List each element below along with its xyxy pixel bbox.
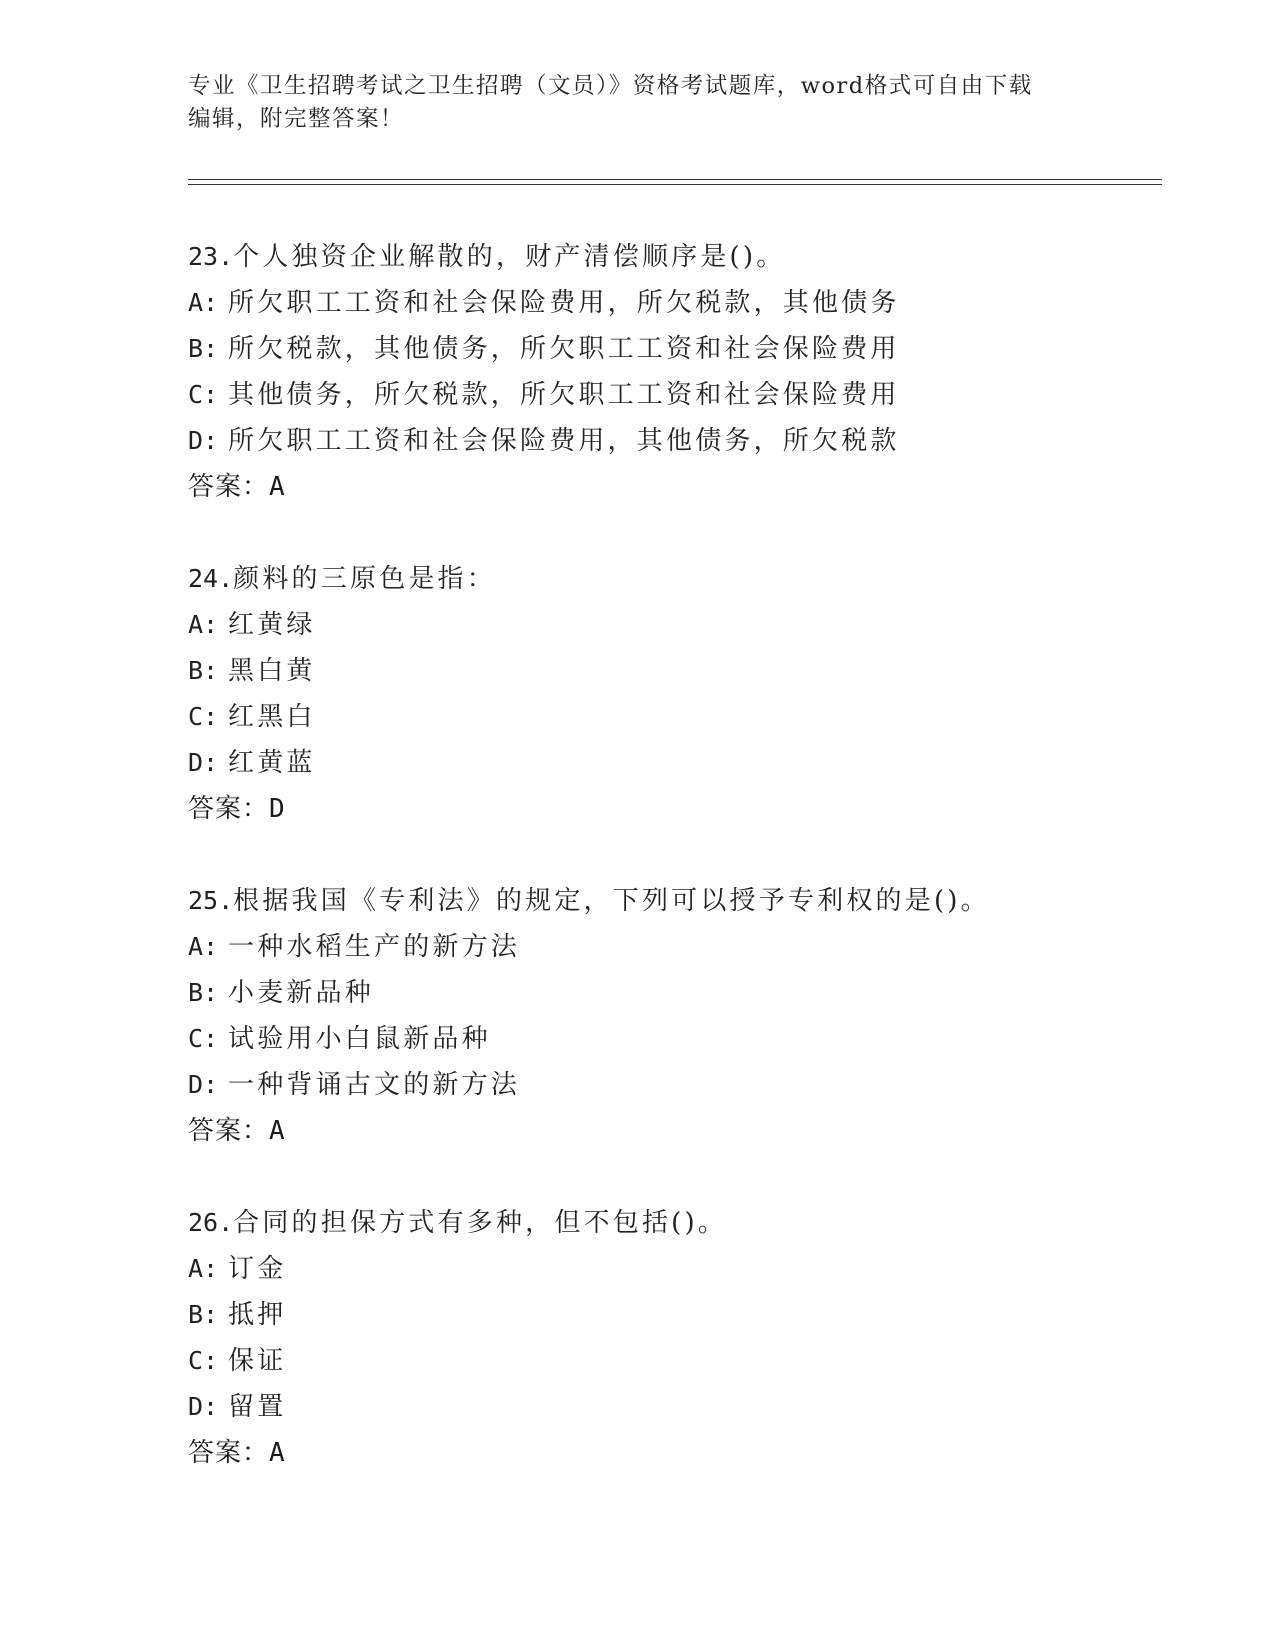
question-text: 个人独资企业解散的，财产清偿顺序是()。	[233, 242, 786, 272]
question-number: 25.	[188, 886, 234, 915]
answer-line	[188, 1430, 1188, 1476]
question-text: 合同的担保方式有多种，但不包括()。	[233, 1208, 728, 1238]
option-c	[188, 372, 1188, 418]
question-item	[188, 1200, 1188, 1476]
option-key: D:	[188, 426, 219, 455]
option-text: 所欠税款，其他债务，所欠职工工资和社会保险费用	[228, 334, 900, 364]
question-item	[188, 878, 1188, 1154]
option-text: 留置	[228, 1392, 287, 1422]
question-item	[188, 556, 1188, 832]
header-line-1: 专业《卫生招聘考试之卫生招聘（文员）》资格考试题库，word格式可自由下载	[188, 73, 1033, 99]
option-b	[188, 970, 1188, 1016]
document-header	[188, 70, 1088, 136]
answer-value: A	[269, 1116, 286, 1146]
option-text: 抵押	[228, 1300, 287, 1330]
option-key: B:	[188, 1300, 219, 1329]
option-key: C:	[188, 702, 219, 731]
question-text: 颜料的三原色是指：	[233, 564, 496, 594]
header-divider-top	[188, 179, 1162, 180]
answer-line	[188, 786, 1188, 832]
answer-label: 答案：	[188, 794, 270, 824]
answer-label: 答案：	[188, 1438, 270, 1468]
option-d	[188, 418, 1188, 464]
option-text: 小麦新品种	[228, 978, 375, 1008]
option-key: A:	[188, 610, 219, 639]
option-key: A:	[188, 932, 219, 961]
answer-value: A	[269, 1438, 286, 1468]
answer-value: A	[269, 472, 286, 502]
option-text: 一种背诵古文的新方法	[228, 1070, 521, 1100]
question-stem	[188, 234, 1188, 280]
header-line-2: 编辑，附完整答案！	[188, 106, 405, 132]
option-b	[188, 1292, 1188, 1338]
question-number: 24.	[188, 564, 234, 593]
option-text: 其他债务，所欠税款，所欠职工工资和社会保险费用	[228, 380, 900, 410]
question-stem	[188, 1200, 1188, 1246]
option-key: A:	[188, 1254, 219, 1283]
option-key: D:	[188, 1392, 219, 1421]
option-d	[188, 1062, 1188, 1108]
option-a	[188, 602, 1188, 648]
option-key: C:	[188, 380, 219, 409]
option-c	[188, 1016, 1188, 1062]
header-divider-bottom	[188, 184, 1162, 185]
option-text: 所欠职工工资和社会保险费用，所欠税款，其他债务	[228, 288, 900, 318]
option-key: B:	[188, 978, 219, 1007]
answer-line	[188, 1108, 1188, 1154]
answer-label: 答案：	[188, 1116, 270, 1146]
option-key: D:	[188, 1070, 219, 1099]
option-b	[188, 326, 1188, 372]
question-text: 根据我国《专利法》的规定，下列可以授予专利权的是()。	[233, 886, 990, 916]
option-text: 红黄绿	[228, 610, 316, 640]
option-d	[188, 740, 1188, 786]
option-a	[188, 924, 1188, 970]
option-text: 订金	[228, 1254, 287, 1284]
option-text: 一种水稻生产的新方法	[228, 932, 521, 962]
option-c	[188, 1338, 1188, 1384]
option-b	[188, 648, 1188, 694]
option-key: B:	[188, 656, 219, 685]
option-a	[188, 280, 1188, 326]
question-stem	[188, 556, 1188, 602]
option-text: 所欠职工工资和社会保险费用，其他债务，所欠税款	[228, 426, 900, 456]
question-item	[188, 234, 1188, 510]
option-a	[188, 1246, 1188, 1292]
answer-line	[188, 464, 1188, 510]
option-text: 试验用小白鼠新品种	[228, 1024, 491, 1054]
answer-value: D	[269, 794, 286, 824]
option-key: C:	[188, 1346, 219, 1375]
option-key: B:	[188, 334, 219, 363]
answer-label: 答案：	[188, 472, 270, 502]
option-d	[188, 1384, 1188, 1430]
question-list	[188, 234, 1188, 1522]
option-text: 保证	[228, 1346, 287, 1376]
option-c	[188, 694, 1188, 740]
question-stem	[188, 878, 1188, 924]
option-text: 红黑白	[228, 702, 316, 732]
question-number: 26.	[188, 1208, 234, 1237]
option-key: C:	[188, 1024, 219, 1053]
question-number: 23.	[188, 242, 234, 271]
option-text: 黑白黄	[228, 656, 316, 686]
option-text: 红黄蓝	[228, 748, 316, 778]
option-key: A:	[188, 288, 219, 317]
option-key: D:	[188, 748, 219, 777]
